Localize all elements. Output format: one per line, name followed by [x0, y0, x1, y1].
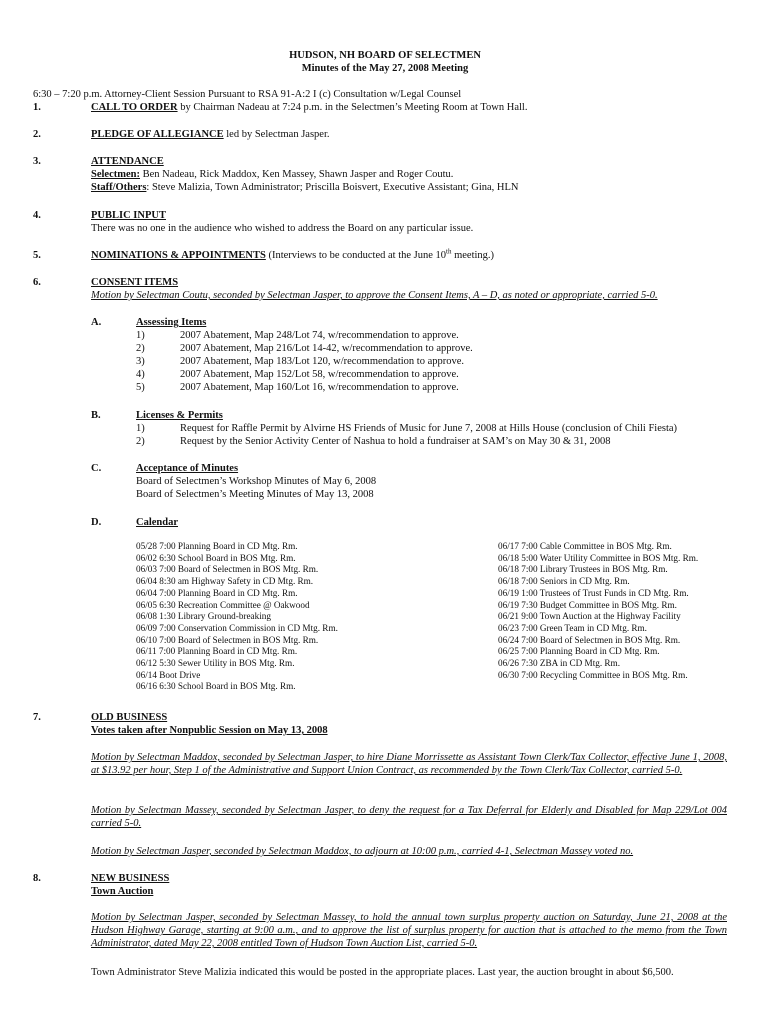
section-7-number: 7.: [33, 712, 41, 723]
assessing-list: [136, 329, 473, 394]
section-5-number: 5.: [33, 250, 41, 261]
calendar-entry: 06/16 6:30 School Board in BOS Mtg. Rm.: [136, 681, 296, 692]
calendar-entry: 06/11 7:00 Planning Board in CD Mtg. Rm.: [136, 646, 298, 657]
calendar-entry: 06/24 7:00 Board of Selectmen in BOS Mtg. Rm.: [498, 634, 681, 645]
selectmen-text: Ben Nadeau, Rick Maddox, Ken Massey, Shawn Jasper and Roger Coutu.: [139, 169, 454, 180]
calendar-entry: 06/19 7:30 Budget Committee in BOS Mtg. Rm.: [498, 599, 677, 610]
calendar-entry: 06/12 5:30 Sewer Utility in BOS Mtg. Rm.: [136, 658, 295, 669]
calendar-left: [136, 541, 338, 693]
section-1: [91, 101, 527, 114]
item-a-letter: A.: [91, 317, 102, 328]
list-item: 4) 2007 Abatement, Map 152/Lot 58, w/recommendation to approve.: [136, 369, 459, 380]
section-3-number: 3.: [33, 156, 41, 167]
calendar-entry: 06/26 7:30 ZBA in CD Mtg. Rm.: [498, 658, 621, 669]
calendar-entry: 05/28 7:00 Planning Board in CD Mtg. Rm.: [136, 541, 298, 551]
attendance-staff: [91, 181, 519, 194]
item-a-title: Assessing Items: [136, 317, 207, 328]
list-item: 3) 2007 Abatement, Map 183/Lot 120, w/recommendation to approve.: [136, 356, 465, 367]
section-5-sup: th: [446, 247, 452, 256]
old-business-motion-2: Motion by Selectman Massey, seconded by Selectman Jasper, to deny the request for a Tax Deferral for Elderly and Disabled for Map 229/Lot 004 carried 5-0.: [91, 805, 727, 829]
section-7-subheading: Votes taken after Nonpublic Session on May 13, 2008: [91, 725, 328, 736]
section-6-number: 6.: [33, 277, 41, 288]
item-b-title: Licenses & Permits: [136, 410, 223, 421]
old-business-motion-1: Motion by Selectman Maddox, seconded by Selectman Jasper, to hire Diane Morrissette as Assistant Town Clerk/Tax Collector, effective June 1, 2008, at $13.92 per hour, Step 1 of the Administrative and Support Union Contract, as recommended by the Town Clerk/Tax Collector, carried 5-0.: [91, 752, 727, 776]
section-2-heading: PLEDGE OF ALLEGIANCE: [91, 129, 224, 140]
auction-note: Town Administrator Steve Malizia indicated this would be posted in the appropriate places. Last year, the auction brought in about $6,500.: [91, 967, 674, 978]
calendar-entry: 06/05 6:30 Recreation Committee @ Oakwood: [136, 599, 310, 610]
section-8-subheading: Town Auction: [91, 886, 154, 897]
list-item: 1) 2007 Abatement, Map 248/Lot 74, w/recommendation to approve.: [136, 330, 459, 341]
new-business-motion: Motion by Selectman Jasper, seconded by Selectman Massey, to hold the annual town surplus property auction on Saturday, June 21, 2008 at the Hudson Highway Garage, starting at 9:00 a.m., and to approve the list of surplus property for auction that is attached to the memo from the Town Administrator, dated May 22, 2008 entitled Town of Hudson Town Auction List, carried 5-0.: [91, 912, 727, 949]
licenses-list: [136, 422, 677, 448]
selectmen-label: Selectmen:: [91, 169, 140, 180]
item-d-title: Calendar: [136, 517, 178, 528]
section-8-number: 8.: [33, 873, 41, 884]
item-b-letter: B.: [91, 410, 101, 421]
preamble: 6:30 – 7:20 p.m. Attorney-Client Session Pursuant to RSA 91-A:2 I (c) Consultation w/Legal Counsel: [33, 89, 462, 100]
staff-label: Staff/Others: [91, 182, 147, 193]
section-5: [91, 249, 494, 262]
section-5-text-end: meeting.): [451, 250, 495, 261]
section-5-text: (Interviews to be conducted at the June 10: [265, 250, 447, 261]
calendar-entry: 06/09 7:00 Conservation Commission in CD Mtg. Rm.: [136, 622, 338, 633]
section-2-text: led by Selectman Jasper.: [223, 129, 330, 140]
document-subtitle: Minutes of the May 27, 2008 Meeting: [301, 63, 469, 74]
calendar-entry: 06/14 Boot Drive: [136, 669, 201, 680]
section-5-heading: NOMINATIONS & APPOINTMENTS: [91, 250, 266, 261]
list-item: 2) 2007 Abatement, Map 216/Lot 14-42, w/recommendation to approve.: [136, 343, 473, 354]
calendar-entry: 06/08 1:30 Library Ground-breaking: [136, 611, 271, 622]
calendar-right: [498, 541, 698, 681]
calendar-entry: 06/30 7:00 Recycling Committee in BOS Mtg. Rm.: [498, 669, 688, 680]
calendar-entry: 06/04 7:00 Planning Board in CD Mtg. Rm.: [136, 587, 298, 598]
calendar-entry: 06/19 1:00 Trustees of Trust Funds in CD Mtg. Rm.: [498, 587, 689, 598]
calendar-entry: 06/03 7:00 Board of Selectmen in BOS Mtg. Rm.: [136, 564, 319, 575]
list-item: 1) Request for Raffle Permit by Alvirne HS Friends of Music for June 7, 2008 at Hills House (conclusion of Chili Fiesta): [136, 423, 678, 434]
minutes-line: Board of Selectmen’s Workshop Minutes of May 6, 2008: [136, 476, 377, 487]
document-title: HUDSON, NH BOARD OF SELECTMEN: [289, 50, 481, 61]
consent-motion: Motion by Selectman Coutu, seconded by Selectman Jasper, to approve the Consent Items, A – D, as noted or appropriate, carried 5-0.: [91, 290, 658, 301]
calendar-entry: 06/18 5:00 Water Utility Committee in BOS Mtg. Rm.: [498, 552, 699, 563]
minutes-line: Board of Selectmen’s Meeting Minutes of May 13, 2008: [136, 489, 374, 500]
old-business-motion-3: Motion by Selectman Jasper, seconded by Selectman Maddox, to adjourn at 10:00 p.m., carried 4-1, Selectman Massey voted no.: [91, 846, 634, 857]
list-item: 2) Request by the Senior Activity Center of Nashua to hold a fundraiser at SAM’s on May 30 & 31, 2008: [136, 436, 611, 447]
attendance-selectmen: [91, 168, 453, 181]
section-4-heading: PUBLIC INPUT: [91, 210, 166, 221]
section-8-heading: NEW BUSINESS: [91, 873, 170, 884]
calendar-entry: 06/25 7:00 Planning Board in CD Mtg. Rm.: [498, 646, 660, 657]
calendar-entry: 06/10 7:00 Board of Selectmen in BOS Mtg. Rm.: [136, 634, 319, 645]
calendar-entry: 06/17 7:00 Cable Committee in BOS Mtg. Rm.: [498, 541, 672, 551]
section-4-text: There was no one in the audience who wished to address the Board on any particular issue.: [91, 223, 474, 234]
section-4-number: 4.: [33, 210, 41, 221]
item-d-letter: D.: [91, 517, 102, 528]
item-c-title: Acceptance of Minutes: [136, 463, 239, 474]
section-3-heading: ATTENDANCE: [91, 156, 164, 167]
calendar-entry: 06/18 7:00 Seniors in CD Mtg. Rm.: [498, 576, 630, 587]
calendar-entry: 06/21 9:00 Town Auction at the Highway Facility: [498, 611, 681, 622]
calendar-entry: 06/04 8:30 am Highway Safety in CD Mtg. Rm.: [136, 576, 314, 587]
section-2-number: 2.: [33, 129, 41, 140]
section-1-number: 1.: [33, 102, 41, 113]
item-c-letter: C.: [91, 463, 102, 474]
calendar-entry: 06/18 7:00 Library Trustees in BOS Mtg. Rm.: [498, 564, 668, 575]
section-6-heading: CONSENT ITEMS: [91, 277, 179, 288]
section-2: [91, 128, 330, 141]
calendar-entry: 06/23 7:00 Green Team in CD Mtg. Rm.: [498, 622, 647, 633]
list-item: 5) 2007 Abatement, Map 160/Lot 16, w/recommendation to approve.: [136, 382, 459, 393]
section-1-heading: CALL TO ORDER: [91, 102, 178, 113]
calendar-entry: 06/02 6:30 School Board in BOS Mtg. Rm.: [136, 552, 296, 563]
section-1-text: by Chairman Nadeau at 7:24 p.m. in the Selectmen’s Meeting Room at Town Hall.: [177, 102, 528, 113]
section-7-heading: OLD BUSINESS: [91, 712, 168, 723]
staff-text: : Steve Malizia, Town Administrator; Priscilla Boisvert, Executive Assistant; Gina, HLN: [146, 182, 519, 193]
